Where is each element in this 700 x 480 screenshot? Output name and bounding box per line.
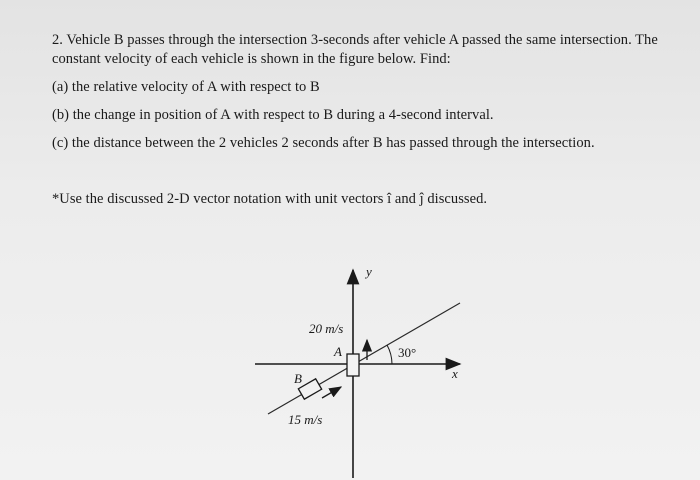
vehicle-b-velocity-arrow (322, 387, 341, 398)
y-axis-label: y (366, 264, 372, 279)
problem-statement-line-2: constant velocity of each vehicle is shown in the figure below. Find: (52, 51, 451, 67)
vehicle-b-label: B (294, 371, 302, 386)
vector-notation-note: *Use the discussed 2-D vector notation with unit vectors î and ĵ discussed. (52, 191, 488, 207)
speed-a-label: 20 m/s (309, 321, 344, 336)
question-part-c: (c) the distance between the 2 vehicles 2 seconds after B has passed through the intersection. (52, 135, 595, 151)
problem-statement-line-1: 2. Vehicle B passes through the intersection 3-seconds after vehicle A passed the same intersection. The (52, 32, 658, 48)
speed-b-label: 15 m/s (288, 412, 323, 427)
vehicle-a-box (347, 354, 359, 376)
angle-arc (387, 345, 392, 364)
x-axis-label: x (452, 366, 458, 381)
question-part-b: (b) the change in position of A with respect to B during a 4-second interval. (52, 107, 494, 123)
question-part-a: (a) the relative velocity of A with respect to B (52, 79, 320, 95)
angle-label: 30° (398, 345, 417, 360)
vehicle-a-label: A (334, 344, 342, 359)
vehicle-b-path (268, 303, 460, 414)
